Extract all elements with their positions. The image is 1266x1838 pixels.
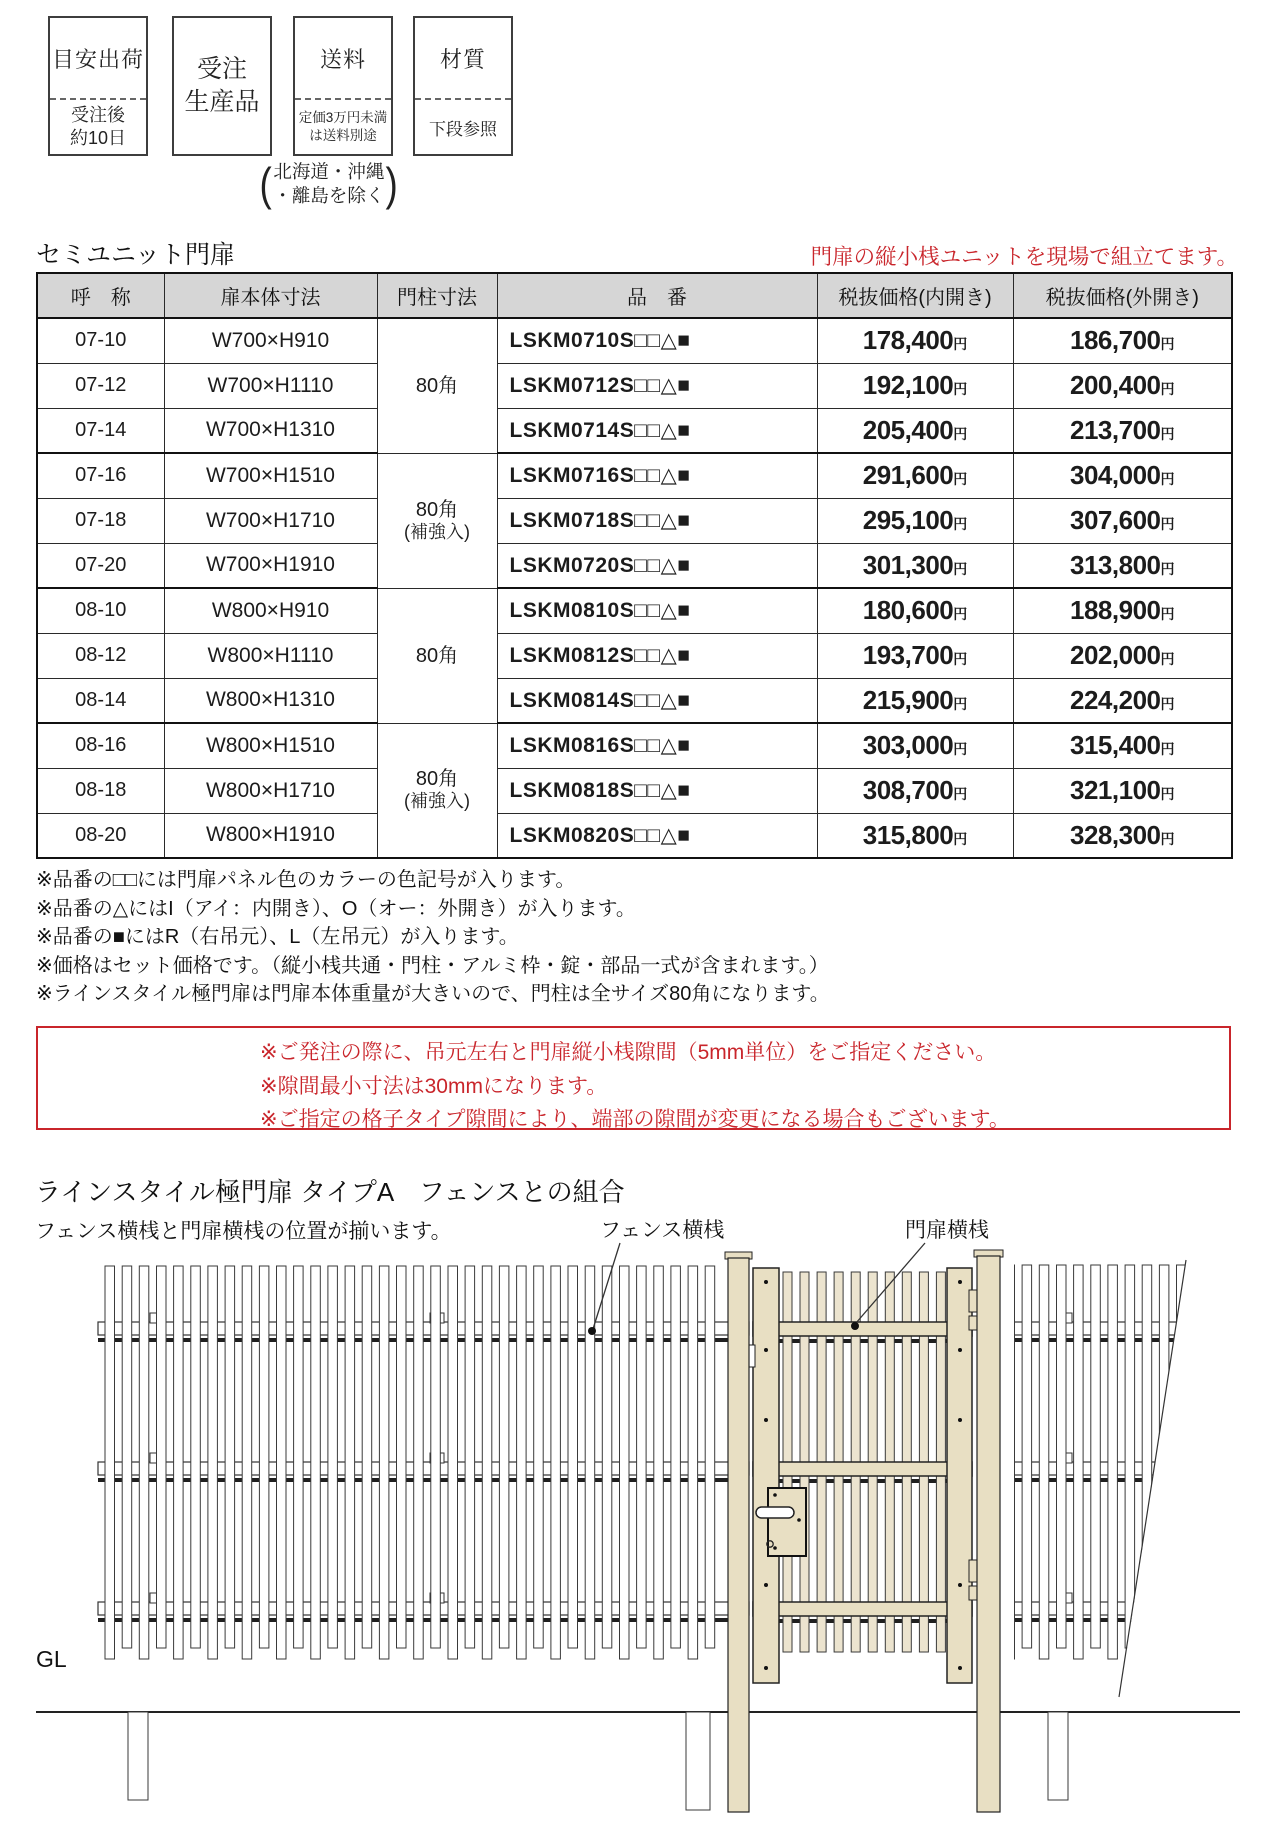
fence-post-underground-right — [1048, 1712, 1068, 1800]
table-row — [37, 453, 1232, 498]
badge-subtext: 下段参照 — [415, 98, 511, 154]
attention-line: ※ご指定の格子タイプ隙間により、端部の隙間が変更になる場合もございます。 — [260, 1108, 1010, 1131]
table-header-row — [37, 273, 1232, 318]
cell-price-inward: 205,400円 — [817, 408, 1013, 453]
cell-price-outward: 307,600円 — [1013, 498, 1232, 543]
cell-price-inward: 301,300円 — [817, 543, 1013, 588]
cell-product-code: LSKM0810S□□△■ — [497, 588, 817, 633]
badge-title: 材質 — [439, 46, 486, 72]
section2-subtitle: フェンス横桟と門扉横桟の位置が揃います。 — [35, 1220, 452, 1243]
open-paren: ( — [259, 158, 272, 210]
gate-post-left — [725, 1252, 752, 1812]
cell-price-inward: 295,100円 — [817, 498, 1013, 543]
cell-door-size: W700×H1910 — [164, 543, 377, 588]
table-row — [37, 543, 1232, 588]
footnote-line: ※品番の■にはR（右吊元）、L（左吊元）が入ります。 — [36, 926, 519, 948]
badge-title: 受注 生産品 — [184, 55, 260, 116]
table-row — [37, 633, 1232, 678]
cell-door-size: W800×H1310 — [164, 678, 377, 723]
cell-door-size: W800×H1110 — [164, 633, 377, 678]
table-column-header: 税抜価格(外開き) — [1013, 273, 1232, 318]
cell-door-size: W700×H910 — [164, 318, 377, 363]
table-row — [37, 768, 1232, 813]
cell-product-code: LSKM0814S□□△■ — [497, 678, 817, 723]
badge-material — [413, 16, 513, 156]
cell-price-inward: 215,900円 — [817, 678, 1013, 723]
table-column-header: 門柱寸法 — [377, 273, 497, 318]
cell-door-size: W800×H1510 — [164, 723, 377, 768]
cell-product-code: LSKM0710S□□△■ — [497, 318, 817, 363]
label-fence-rail: フェンス横桟 — [600, 1219, 725, 1242]
gate-handle — [756, 1507, 794, 1518]
footnote-line: ※品番の△にはI（アイ：内開き）、O（オー：外開き）が入ります。 — [36, 897, 636, 920]
cell-product-code: LSKM0712S□□△■ — [497, 363, 817, 408]
cell-price-outward: 321,100円 — [1013, 768, 1232, 813]
badge-subtext: 定価3万円未満 は送料別途 — [295, 98, 391, 154]
cell-price-inward: 315,800円 — [817, 813, 1013, 858]
section2-title: ラインスタイル極門扉 タイプA フェンスとの組合 — [35, 1177, 625, 1207]
cell-model: 07-12 — [37, 363, 164, 408]
cell-post-size: 80角 (補強入) — [377, 723, 497, 858]
cell-door-size: W800×H1910 — [164, 813, 377, 858]
cell-price-outward: 200,400円 — [1013, 363, 1232, 408]
cell-door-size: W700×H1310 — [164, 408, 377, 453]
footnote-line: ※価格はセット価格です。（縦小桟共通・門柱・アルミ枠・錠・部品一式が含まれます。） — [36, 954, 829, 977]
cell-price-outward: 202,000円 — [1013, 633, 1232, 678]
fence-post-underground-left — [128, 1712, 148, 1800]
cell-price-inward: 291,600円 — [817, 453, 1013, 498]
cell-post-size: 80角 (補強入) — [377, 453, 497, 588]
footnote-line: ※品番の□□には門扉パネル色のカラーの色記号が入ります。 — [36, 869, 576, 891]
gate-post-right — [974, 1250, 1003, 1812]
cell-model: 08-20 — [37, 813, 164, 858]
cell-price-inward: 180,600円 — [817, 588, 1013, 633]
cell-price-outward: 315,400円 — [1013, 723, 1232, 768]
cell-product-code: LSKM0820S□□△■ — [497, 813, 817, 858]
footnotes — [36, 866, 830, 1009]
cell-product-code: LSKM0718S□□△■ — [497, 498, 817, 543]
cell-price-outward: 213,700円 — [1013, 408, 1232, 453]
attention-lines — [38, 1028, 1229, 1137]
cell-product-code: LSKM0720S□□△■ — [497, 543, 817, 588]
cell-model: 08-16 — [37, 723, 164, 768]
cell-door-size: W700×H1510 — [164, 453, 377, 498]
cell-product-code: LSKM0816S□□△■ — [497, 723, 817, 768]
leader-dot-gate-rail — [851, 1322, 859, 1330]
table-row — [37, 498, 1232, 543]
cell-model: 07-18 — [37, 498, 164, 543]
note-text: 北海道・沖縄 ・離島を除く — [273, 161, 385, 206]
table-column-header: 品 番 — [497, 273, 817, 318]
cell-price-outward: 304,000円 — [1013, 453, 1232, 498]
fence-gate-diagram — [0, 1180, 1266, 1838]
cell-product-code: LSKM0714S□□△■ — [497, 408, 817, 453]
cell-door-size: W800×H910 — [164, 588, 377, 633]
table-row — [37, 723, 1232, 768]
cell-model: 08-12 — [37, 633, 164, 678]
cell-price-inward: 178,400円 — [817, 318, 1013, 363]
cell-price-inward: 192,100円 — [817, 363, 1013, 408]
shipping-region-note — [258, 158, 400, 210]
label-gate-rail: 門扉横桟 — [905, 1219, 989, 1242]
table-row — [37, 408, 1232, 453]
table-row — [37, 363, 1232, 408]
cell-post-size: 80角 — [377, 588, 497, 723]
cell-model: 08-10 — [37, 588, 164, 633]
badge-title: 目安出荷 — [51, 46, 144, 72]
badge-made-to-order — [172, 16, 272, 156]
cell-post-size: 80角 — [377, 318, 497, 453]
fence-post-underground-midleft — [686, 1712, 710, 1810]
section1-red-note: 門扉の縦小桟ユニットを現場で組立てます。 — [810, 245, 1238, 269]
cell-model: 07-10 — [37, 318, 164, 363]
cell-price-outward: 188,900円 — [1013, 588, 1232, 633]
cell-door-size: W700×H1710 — [164, 498, 377, 543]
table-row — [37, 588, 1232, 633]
price-table — [36, 272, 1233, 859]
footnote-line: ※ラインスタイル極門扉は門扉本体重量が大きいので、門柱は全サイズ80角になります。 — [36, 983, 830, 1005]
section1-title: セミユニット門扉 — [36, 241, 236, 269]
table-column-header: 扉本体寸法 — [164, 273, 377, 318]
cell-model: 08-18 — [37, 768, 164, 813]
attention-line: ※ご発注の際に、吊元左右と門扉縦小桟隙間（5mm単位）をご指定ください。 — [260, 1041, 997, 1064]
cell-price-outward: 224,200円 — [1013, 678, 1232, 723]
gate-hinge-stile — [947, 1268, 981, 1683]
close-paren: ) — [385, 158, 399, 210]
table-row — [37, 678, 1232, 723]
cell-price-outward: 313,800円 — [1013, 543, 1232, 588]
cell-model: 07-16 — [37, 453, 164, 498]
leader-dot-fence-rail — [588, 1327, 596, 1335]
attention-line: ※隙間最小寸法は30mmになります。 — [260, 1074, 608, 1098]
attention-box — [36, 1026, 1231, 1130]
cell-door-size: W700×H1110 — [164, 363, 377, 408]
cell-product-code: LSKM0818S□□△■ — [497, 768, 817, 813]
table-column-header: 呼 称 — [37, 273, 164, 318]
table-column-header: 税抜価格(内開き) — [817, 273, 1013, 318]
cell-price-outward: 186,700円 — [1013, 318, 1232, 363]
cell-door-size: W800×H1710 — [164, 768, 377, 813]
cell-price-inward: 303,000円 — [817, 723, 1013, 768]
cell-model: 07-14 — [37, 408, 164, 453]
cell-price-outward: 328,300円 — [1013, 813, 1232, 858]
cell-price-inward: 308,700円 — [817, 768, 1013, 813]
badge-shipping-fee — [293, 16, 393, 156]
ground-line-label: GL — [36, 1646, 67, 1672]
cell-model: 07-20 — [37, 543, 164, 588]
badge-subtext: 受注後 約10日 — [50, 98, 146, 154]
cell-price-inward: 193,700円 — [817, 633, 1013, 678]
cell-model: 08-14 — [37, 678, 164, 723]
badge-title: 送料 — [319, 46, 366, 72]
cell-product-code: LSKM0812S□□△■ — [497, 633, 817, 678]
gate-lock-stile — [748, 1268, 779, 1683]
cell-product-code: LSKM0716S□□△■ — [497, 453, 817, 498]
table-row — [37, 813, 1232, 858]
badge-shipping-estimate — [48, 16, 148, 156]
table-row — [37, 318, 1232, 363]
